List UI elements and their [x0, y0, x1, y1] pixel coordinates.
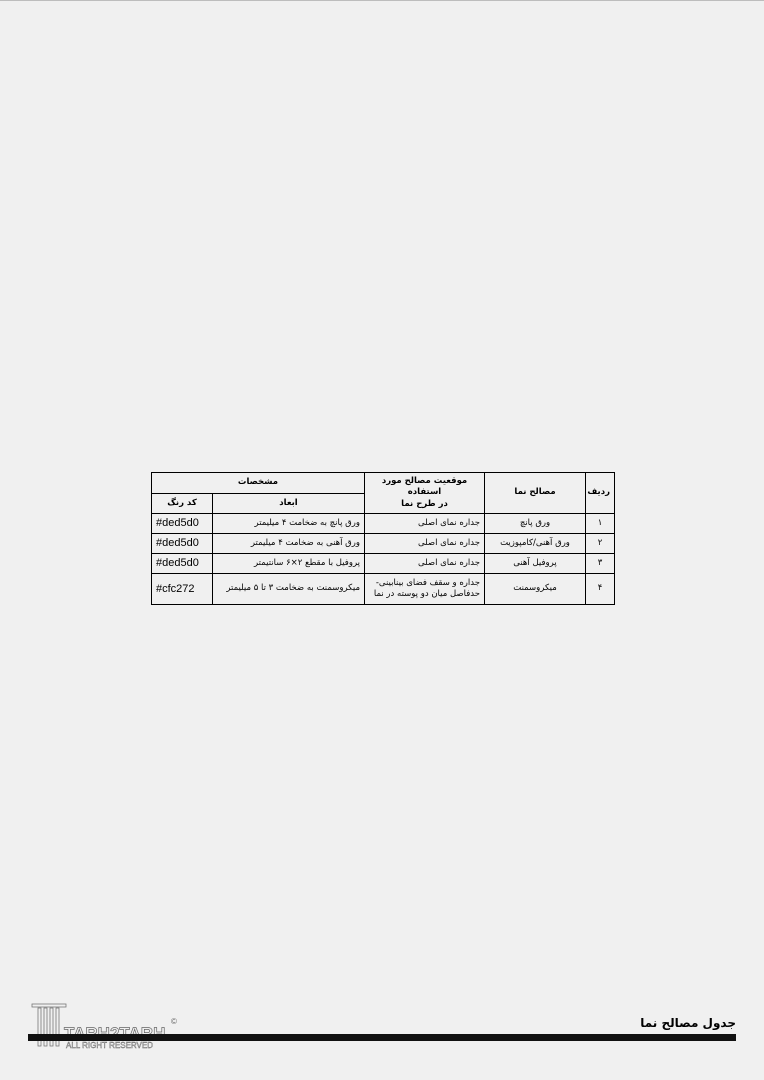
cell-color-code: #cfc272: [152, 574, 213, 605]
cell-dimensions: ورق پانچ به ضخامت ۴ میلیمتر: [213, 514, 365, 534]
cell-color-code: #ded5d0: [152, 554, 213, 574]
top-border-line: [0, 0, 764, 1]
cell-material: پروفیل آهنی: [485, 554, 586, 574]
header-dimensions: ابعاد: [213, 494, 365, 514]
table-row: [152, 554, 615, 574]
table-row: [152, 534, 615, 554]
logo-subtext: ALL RIGHT RESERVED: [66, 1041, 153, 1050]
cell-location: جداره نمای اصلی: [365, 514, 485, 534]
table-header-row: [152, 473, 615, 494]
cell-color-code: #ded5d0: [152, 534, 213, 554]
cell-row-no: ۱: [586, 514, 615, 534]
cell-material: ورق پانچ: [485, 514, 586, 534]
table-row: [152, 514, 615, 534]
facade-materials-table: [151, 472, 615, 605]
cell-row-no: ۳: [586, 554, 615, 574]
cell-material: میکروسمنت: [485, 574, 586, 605]
header-specs: مشخصات: [152, 473, 365, 494]
tarh2tarh-logo: [30, 1002, 180, 1050]
cell-row-no: ۲: [586, 534, 615, 554]
copyright-icon: ©: [171, 1017, 177, 1026]
footer-bar: [28, 1034, 736, 1041]
header-material: مصالح نما: [485, 473, 586, 514]
cell-dimensions: میکروسمنت به ضخامت ۳ تا ۵ میلیمتر: [213, 574, 365, 605]
cell-dimensions: پروفیل با مقطع ۲×۶ سانتیمتر: [213, 554, 365, 574]
cell-row-no: ۴: [586, 574, 615, 605]
cell-material: ورق آهنی/کامپوزیت: [485, 534, 586, 554]
page-caption: جدول مصالح نما: [640, 1016, 736, 1030]
cell-dimensions: ورق آهنی به ضخامت ۴ میلیمتر: [213, 534, 365, 554]
cell-location: جداره نمای اصلی: [365, 554, 485, 574]
header-color-code: کد رنگ: [152, 494, 213, 514]
cell-location: جداره نمای اصلی: [365, 534, 485, 554]
cell-color-code: #ded5d0: [152, 514, 213, 534]
cell-location: جداره و سقف فضای بینابینی- حدفاصل میان دو پوسته در نما: [365, 574, 485, 605]
header-location: موقعیت مصالح مورد استفاده در طرح نما: [365, 473, 485, 514]
table-row: [152, 574, 615, 605]
header-row-no: ردیف: [586, 473, 615, 514]
